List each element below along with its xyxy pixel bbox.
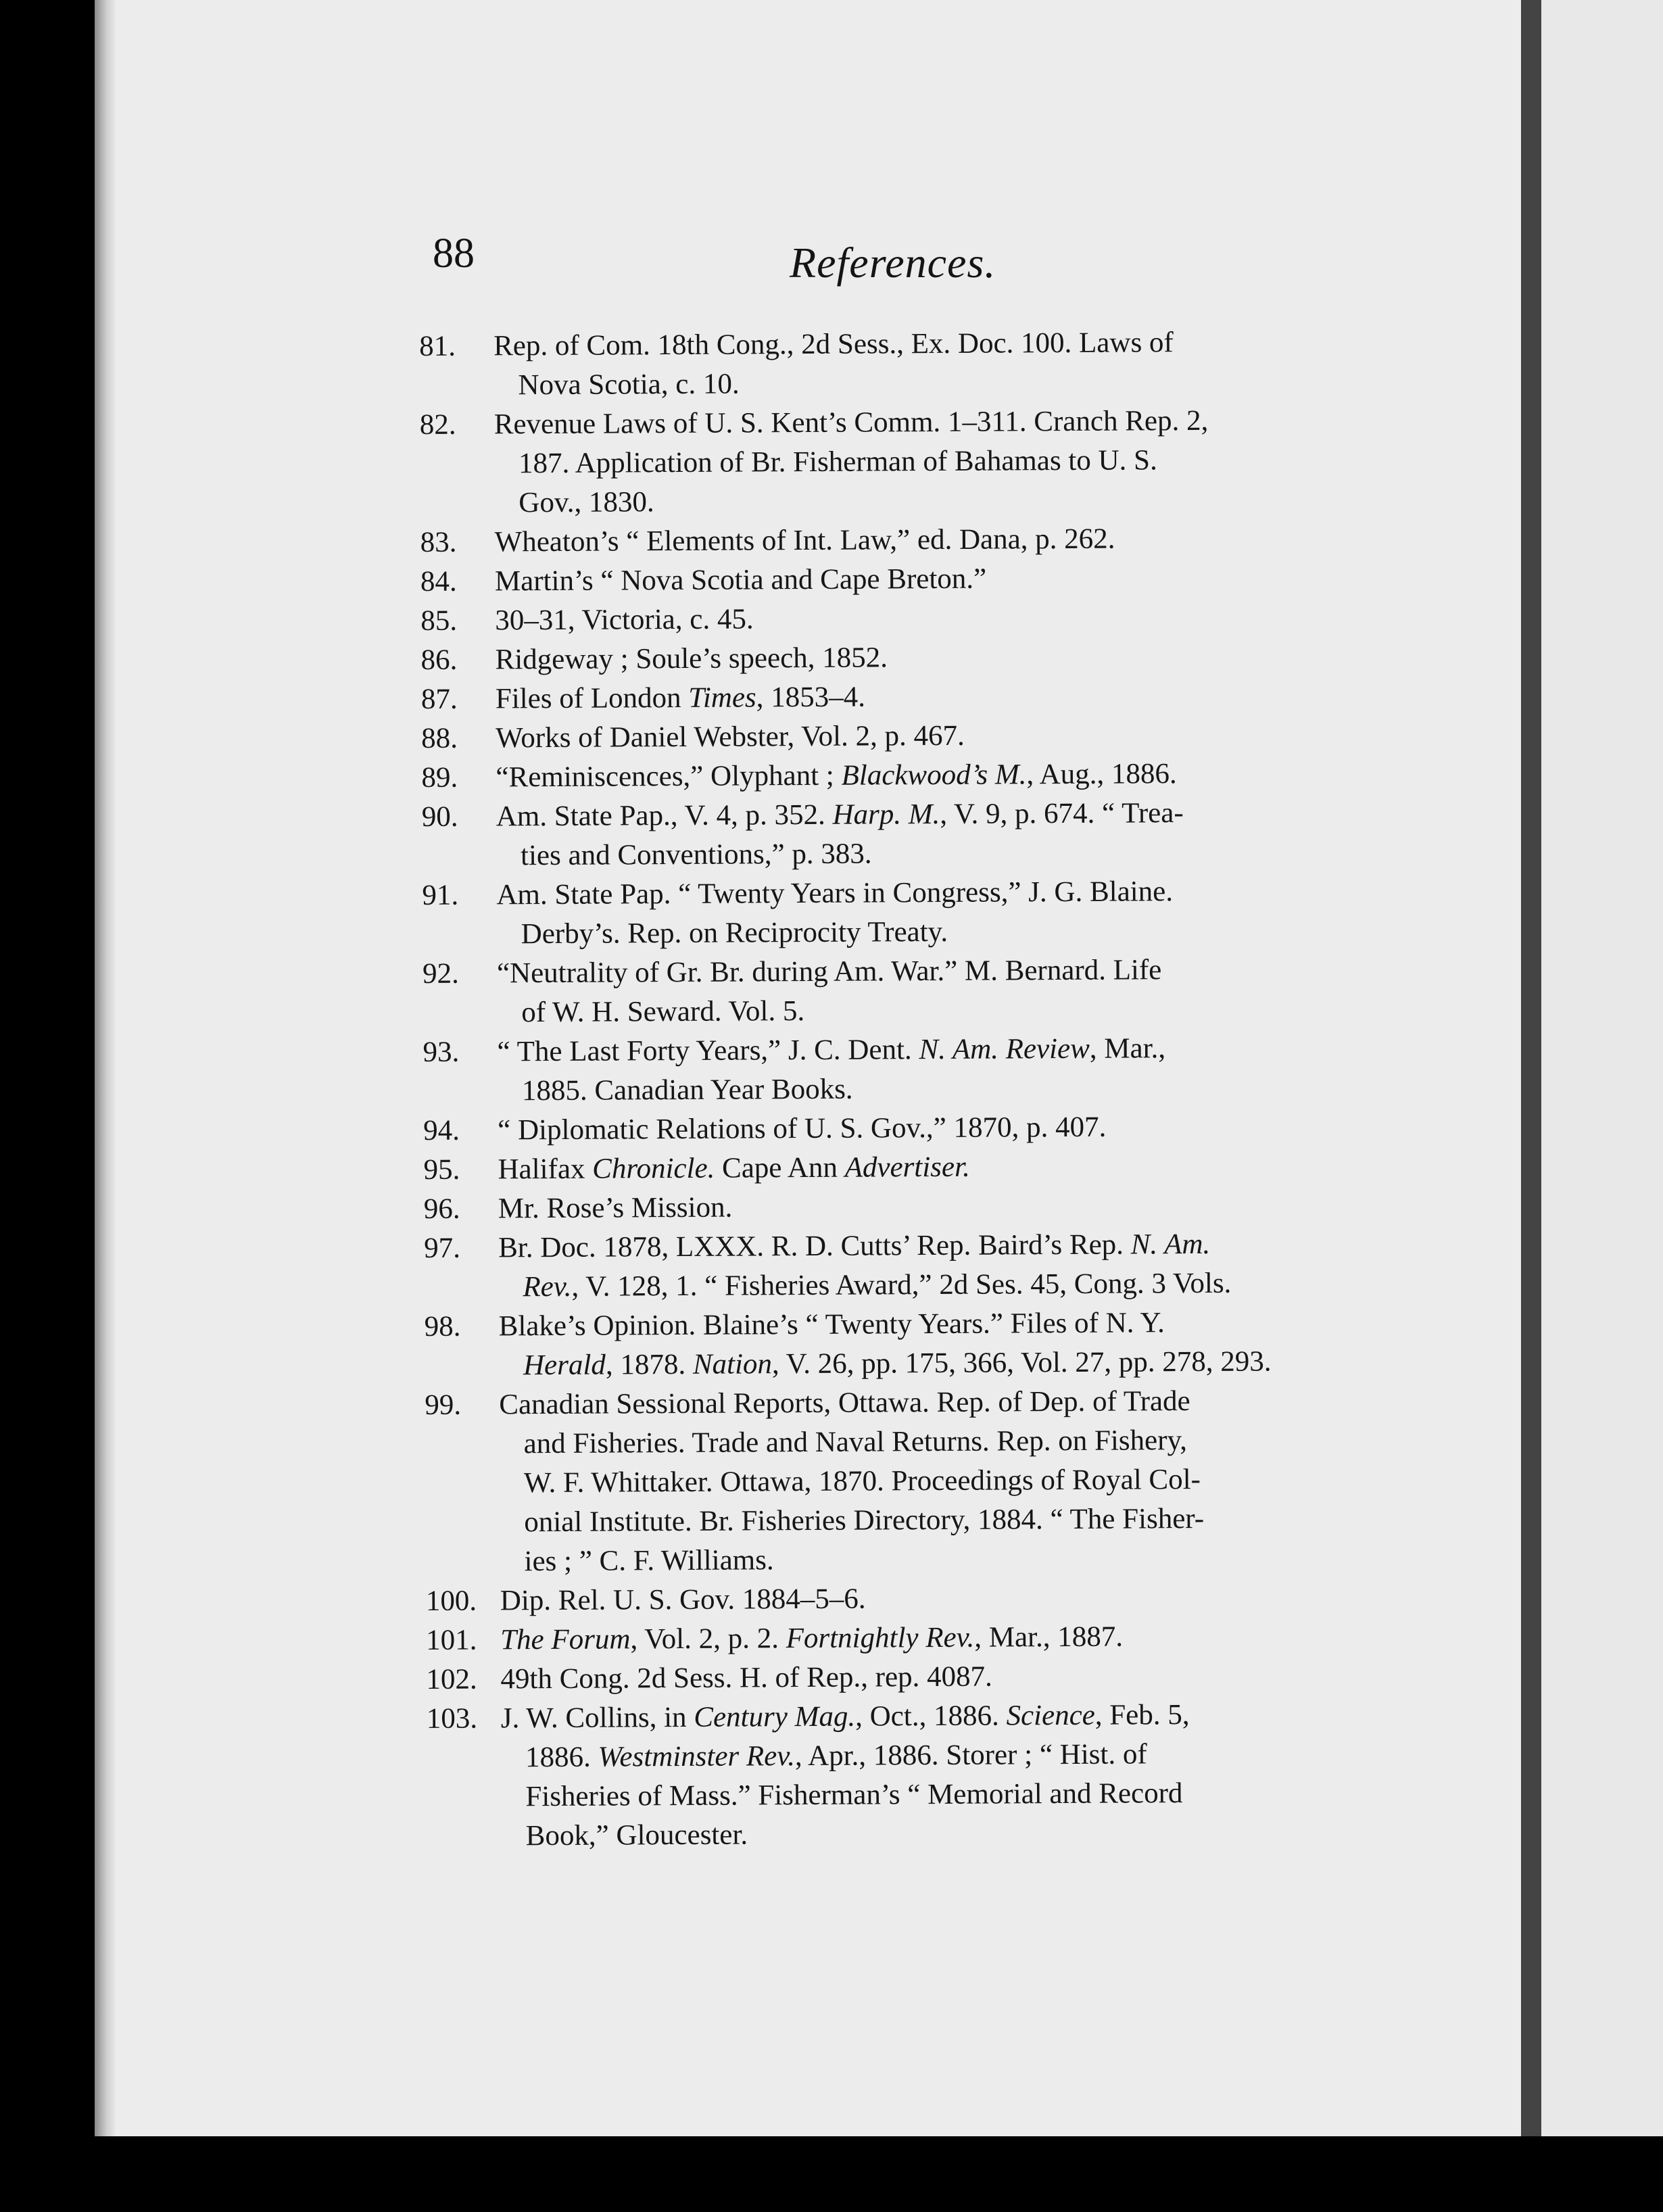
- reference-item: [426, 1656, 1386, 1700]
- reference-line: [496, 871, 1382, 915]
- text-fragment: , Vol. 2, p. 2.: [630, 1622, 786, 1656]
- reference-text: [494, 401, 1380, 523]
- reference-number: 101.: [426, 1624, 477, 1656]
- reference-item: [420, 597, 1380, 641]
- reference-item: [423, 1107, 1383, 1151]
- text-fragment: Br. Doc. 1878, LXXX. R. D. Cutts’ Rep. Baird’s Rep.: [498, 1228, 1131, 1264]
- text-fragment: Revenue Laws of U. S. Kent’s Comm. 1–311. Cranch Rep. 2,: [493, 404, 1209, 441]
- italic-title: N. Am. Review: [919, 1032, 1090, 1066]
- text-fragment: Book,” Gloucester.: [525, 1819, 748, 1852]
- reference-continuation-line: [502, 1812, 1387, 1856]
- reference-line: [500, 1656, 1386, 1700]
- reference-number: 98.: [424, 1310, 461, 1343]
- italic-title: Westminster Rev.: [598, 1740, 796, 1773]
- text-fragment: , V. 128, 1. “ Fisheries Award,” 2d Ses. 45, Cong. 3 Vols.: [571, 1267, 1232, 1303]
- text-fragment: Blake’s Opinion. Blaine’s “ Twenty Years.” Files of N. Y.: [498, 1307, 1165, 1343]
- reference-item: [419, 322, 1380, 406]
- text-fragment: “ The Last Forty Years,” J. C. Dent.: [497, 1034, 919, 1068]
- reference-number: 95.: [423, 1153, 460, 1186]
- reference-number: 97.: [424, 1232, 461, 1264]
- reference-line: [496, 793, 1382, 837]
- reference-text: [495, 519, 1380, 562]
- text-fragment: Am. State Pap., V. 4, p. 352.: [496, 798, 833, 833]
- reference-number: 102.: [426, 1663, 477, 1696]
- italic-title: Herald: [523, 1349, 606, 1382]
- text-fragment: Canadian Sessional Reports, Ottawa. Rep. of Dep. of Trade: [499, 1385, 1190, 1421]
- text-fragment: 49th Cong. 2d Sess. H. of Rep., rep. 4087.: [500, 1660, 992, 1696]
- reference-continuation-line: [494, 479, 1380, 523]
- reference-item: [424, 1224, 1384, 1307]
- reference-number: 84.: [420, 565, 457, 598]
- reference-item: [423, 950, 1383, 1033]
- reference-continuation-line: [493, 362, 1379, 406]
- text-fragment: 30–31, Victoria, c. 45.: [495, 603, 754, 637]
- text-fragment: Cape Ann: [715, 1151, 845, 1184]
- reference-item: [425, 1381, 1385, 1582]
- reference-item: [422, 793, 1382, 876]
- reference-item: [421, 675, 1381, 719]
- reference-number: 94.: [423, 1114, 460, 1147]
- text-fragment: , 1853–4.: [756, 681, 866, 714]
- reference-item: [420, 519, 1380, 562]
- text-fragment: Rep. of Com. 18th Cong., 2d Sess., Ex. Doc. 100. Laws of: [493, 327, 1174, 362]
- text-fragment: of W. H. Seward. Vol. 5.: [521, 995, 805, 1029]
- reference-continuation-line: [501, 1773, 1387, 1817]
- reference-number: 103.: [426, 1702, 478, 1735]
- reference-number: 90.: [421, 800, 458, 833]
- text-fragment: ties and Conventions,” p. 383.: [520, 838, 872, 872]
- italic-title: Rev.: [523, 1270, 572, 1303]
- reference-text: [495, 636, 1380, 680]
- italic-title: Science: [1006, 1699, 1095, 1732]
- reference-text: [500, 1656, 1386, 1700]
- reference-text: [501, 1695, 1387, 1856]
- reference-text: [500, 1616, 1386, 1660]
- text-fragment: 1886.: [525, 1741, 598, 1774]
- reference-item: [424, 1185, 1384, 1229]
- page-number: 88: [433, 231, 475, 276]
- reference-item: [421, 715, 1381, 759]
- reference-text: [493, 322, 1380, 406]
- reference-text: [500, 1577, 1386, 1621]
- reference-text: [498, 1224, 1384, 1307]
- text-fragment: “Reminiscences,” Olyphant ;: [496, 759, 842, 794]
- reference-line: [496, 715, 1381, 759]
- reference-continuation-line: [500, 1420, 1385, 1464]
- page-edge-divider: [1521, 0, 1541, 2136]
- text-fragment: Ridgeway ; Soule’s speech, 1852.: [495, 642, 888, 676]
- reference-continuation-line: [500, 1538, 1385, 1582]
- facing-page-edge: [1541, 0, 1663, 2136]
- italic-title: The Forum: [500, 1623, 631, 1656]
- reference-item: [420, 558, 1380, 602]
- reference-line: [494, 401, 1380, 445]
- reference-line: [495, 519, 1380, 562]
- italic-title: Nation: [692, 1348, 773, 1380]
- reference-text: [496, 793, 1382, 876]
- text-fragment: “Neutrality of Gr. Br. during Am. War.” M. Bernard. Life: [496, 954, 1162, 990]
- reference-continuation-line: [498, 1067, 1383, 1111]
- text-fragment: Works of Daniel Webster, Vol. 2, p. 467.: [496, 719, 965, 754]
- reference-item: [426, 1577, 1386, 1621]
- running-title: References.: [790, 239, 996, 287]
- reference-item: [426, 1616, 1386, 1660]
- reference-continuation-line: [501, 1734, 1387, 1778]
- text-fragment: Wheaton’s “ Elements of Int. Law,” ed. Dana, p. 262.: [494, 523, 1115, 558]
- reference-line: [498, 1146, 1383, 1190]
- italic-title: N. Am.: [1130, 1228, 1211, 1261]
- italic-title: Harp. M.: [832, 798, 940, 831]
- reference-line: [498, 1224, 1384, 1268]
- reference-number: 96.: [423, 1193, 460, 1225]
- reference-item: [427, 1695, 1387, 1856]
- reference-line: [500, 1577, 1386, 1621]
- reference-text: [496, 871, 1382, 955]
- reference-number: 91.: [422, 879, 459, 911]
- reference-text: [495, 597, 1380, 641]
- text-fragment: , V. 26, pp. 175, 366, Vol. 27, pp. 278, 293.: [771, 1345, 1272, 1380]
- text-fragment: Fisheries of Mass.” Fisherman’s “ Memorial and Record: [525, 1777, 1183, 1813]
- reference-item: [421, 754, 1381, 798]
- scan-border-bottom: [0, 2136, 1663, 2212]
- reference-text: [499, 1381, 1386, 1582]
- text-fragment: , Apr., 1886. Storer ; “ Hist. of: [794, 1738, 1147, 1773]
- text-fragment: Mr. Rose’s Mission.: [498, 1191, 733, 1225]
- reference-line: [499, 1303, 1384, 1347]
- text-fragment: , 1878.: [605, 1348, 693, 1381]
- reference-text: [496, 715, 1381, 759]
- reference-continuation-line: [499, 1342, 1384, 1386]
- reference-line: [499, 1381, 1384, 1425]
- reference-line: [497, 1028, 1382, 1072]
- reference-item: [423, 1146, 1383, 1190]
- reference-continuation-line: [498, 1264, 1384, 1307]
- binding-shadow: [95, 0, 115, 2136]
- reference-continuation-line: [496, 832, 1382, 876]
- text-fragment: Halifax: [498, 1153, 593, 1186]
- text-fragment: Am. State Pap. “ Twenty Years in Congress,” J. G. Blaine.: [496, 875, 1174, 911]
- reference-item: [420, 401, 1380, 523]
- reference-text: [495, 558, 1380, 602]
- reference-number: 93.: [423, 1036, 460, 1068]
- reference-line: [501, 1695, 1387, 1739]
- reference-number: 87.: [420, 683, 458, 715]
- text-fragment: , Mar.,: [1089, 1032, 1166, 1065]
- reference-continuation-line: [494, 440, 1380, 484]
- text-fragment: , Aug., 1886.: [1026, 758, 1177, 791]
- text-fragment: 187. Application of Br. Fisherman of Bahamas to U. S.: [518, 444, 1157, 480]
- reference-number: 83.: [420, 526, 457, 558]
- text-fragment: , Oct., 1886.: [855, 1700, 1007, 1733]
- text-fragment: Nova Scotia, c. 10.: [518, 368, 740, 402]
- reference-number: 99.: [425, 1389, 462, 1421]
- reference-number: 100.: [425, 1585, 477, 1617]
- reference-number: 81.: [419, 330, 456, 362]
- text-fragment: 1885. Canadian Year Books.: [521, 1073, 853, 1107]
- reference-text: [498, 1146, 1383, 1190]
- reference-line: [495, 636, 1380, 680]
- reference-line: [495, 597, 1380, 641]
- reference-line: [496, 675, 1381, 719]
- text-fragment: “ Diplomatic Relations of U. S. Gov.,” 1870, p. 407.: [498, 1111, 1107, 1147]
- text-fragment: Martin’s “ Nova Scotia and Cape Breton.”: [494, 562, 987, 598]
- italic-title: Fortnightly Rev.: [786, 1621, 975, 1655]
- reference-text: [498, 1185, 1384, 1229]
- text-fragment: and Fisheries. Trade and Naval Returns. Rep. on Fishery,: [523, 1424, 1188, 1460]
- reference-number: 85.: [420, 604, 458, 637]
- reference-item: [422, 871, 1382, 955]
- italic-title: Blackwood’s M.: [841, 759, 1027, 792]
- reference-number: 92.: [422, 957, 459, 990]
- italic-title: Advertiser.: [844, 1151, 970, 1184]
- reference-number: 86.: [420, 644, 458, 676]
- reference-number: 88.: [421, 722, 458, 754]
- text-fragment: , V. 9, p. 674. “ Trea-: [940, 797, 1184, 830]
- reference-text: [497, 1028, 1383, 1111]
- text-fragment: Gov., 1830.: [519, 486, 654, 519]
- reference-item: [420, 636, 1380, 680]
- reference-text: [496, 675, 1381, 719]
- text-fragment: W. F. Whittaker. Ottawa, 1870. Proceedings of Royal Col-: [523, 1463, 1201, 1499]
- text-fragment: J. W. Collins, in: [500, 1701, 694, 1735]
- reference-continuation-line: [497, 989, 1382, 1033]
- reference-line: [495, 558, 1380, 602]
- text-fragment: Derby’s. Rep. on Reciprocity Treaty.: [521, 915, 948, 951]
- text-fragment: Dip. Rel. U. S. Gov. 1884–5–6.: [500, 1583, 866, 1617]
- reference-text: [498, 1107, 1383, 1151]
- text-fragment: , Feb. 5,: [1094, 1699, 1190, 1731]
- reference-text: [499, 1303, 1385, 1386]
- reference-number: 89.: [421, 761, 458, 794]
- reference-line: [493, 322, 1379, 366]
- text-fragment: ies ; ” C. F. Williams.: [524, 1544, 774, 1578]
- reference-item: [425, 1303, 1385, 1386]
- reference-continuation-line: [497, 911, 1382, 955]
- text-fragment: onial Institute. Br. Fisheries Directory, 1884. “ The Fisher-: [524, 1502, 1205, 1539]
- reference-line: [500, 1616, 1386, 1660]
- reference-item: [423, 1028, 1383, 1111]
- reference-list: [419, 322, 1387, 1856]
- reference-text: [496, 754, 1381, 798]
- italic-title: Chronicle.: [592, 1152, 715, 1185]
- italic-title: Century Mag.: [694, 1700, 856, 1733]
- reference-line: [498, 1185, 1384, 1229]
- reference-line: [496, 754, 1381, 798]
- text-fragment: , Mar., 1887.: [974, 1620, 1124, 1654]
- reference-text: [497, 950, 1383, 1033]
- reference-line: [497, 950, 1382, 994]
- reference-continuation-line: [500, 1499, 1385, 1543]
- reference-continuation-line: [500, 1460, 1385, 1504]
- text-fragment: Files of London: [495, 681, 689, 715]
- reference-number: 82.: [419, 408, 456, 441]
- italic-title: Times: [688, 681, 756, 714]
- reference-line: [498, 1107, 1383, 1151]
